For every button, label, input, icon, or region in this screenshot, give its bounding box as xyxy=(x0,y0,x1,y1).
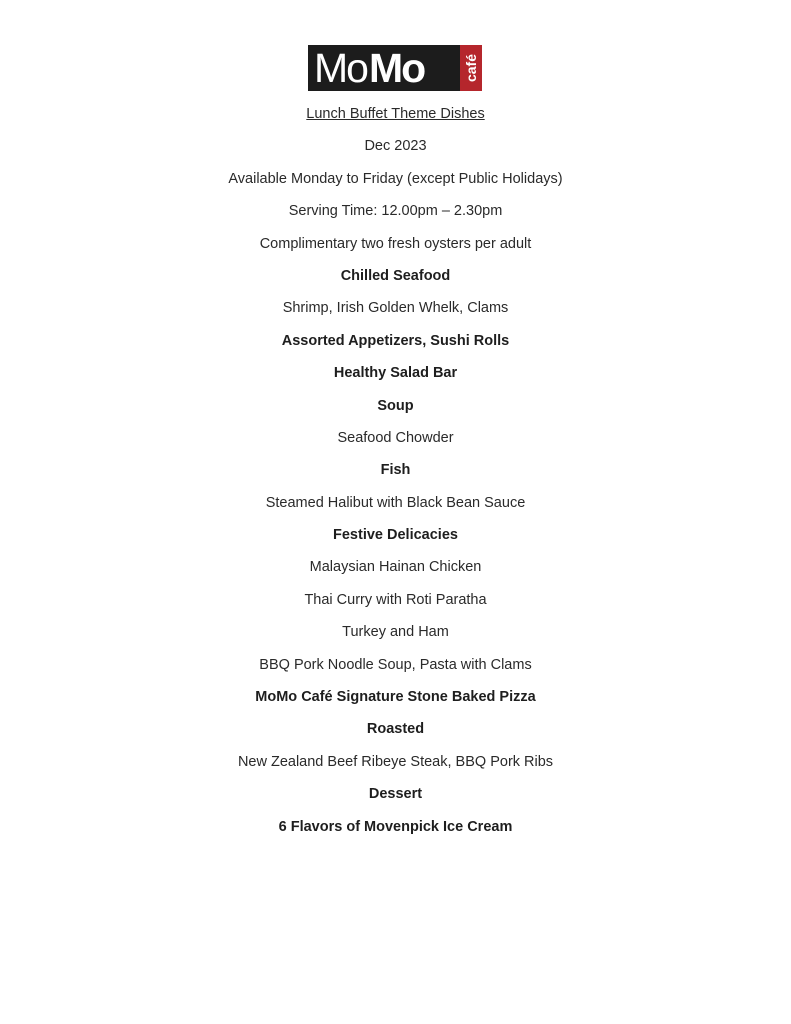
menu-item: Seafood Chowder xyxy=(337,429,454,446)
menu-date: Dec 2023 xyxy=(364,138,427,155)
menu-item: Thai Curry with Roti Paratha xyxy=(304,591,487,608)
menu-section-heading: Roasted xyxy=(366,721,425,738)
logo-cafe-tag xyxy=(460,45,482,91)
momo-cafe-logo xyxy=(308,45,482,91)
logo-wordmark xyxy=(308,45,424,91)
menu-item: Malaysian Hainan Chicken xyxy=(309,559,482,576)
logo-cafe-text: café xyxy=(463,53,479,83)
menu-item: Steamed Halibut with Black Bean Sauce xyxy=(265,494,526,511)
menu-section-heading: Chilled Seafood xyxy=(340,267,451,284)
menu-section-heading: Assorted Appetizers, Sushi Rolls xyxy=(281,332,510,349)
menu-section-heading: Festive Delicacies xyxy=(333,527,458,544)
complimentary-note: Complimentary two fresh oysters per adult xyxy=(259,235,532,252)
availability-note: Available Monday to Friday (except Public Holidays) xyxy=(228,170,563,187)
menu-section-heading: MoMo Café Signature Stone Baked Pizza xyxy=(255,689,536,706)
menu-item: BBQ Pork Noodle Soup, Pasta with Clams xyxy=(259,656,532,673)
menu-item: Turkey and Ham xyxy=(342,624,449,641)
menu-section-heading: Fish xyxy=(380,462,411,479)
menu-section-heading: Healthy Salad Bar xyxy=(333,365,458,382)
menu-document xyxy=(0,100,791,845)
menu-section-heading: Soup xyxy=(377,397,414,414)
serving-time: Serving Time: 12.00pm – 2.30pm xyxy=(288,203,503,220)
menu-section-heading: 6 Flavors of Movenpick Ice Cream xyxy=(278,818,513,835)
menu-item: New Zealand Beef Ribeye Steak, BBQ Pork Ribs xyxy=(237,753,554,770)
menu-item: Shrimp, Irish Golden Whelk, Clams xyxy=(282,300,509,317)
menu-title: Lunch Buffet Theme Dishes xyxy=(306,106,485,122)
logo-brand-bold: Mo xyxy=(368,45,425,91)
menu-item-list xyxy=(0,262,791,845)
logo-brand-light: Mo xyxy=(314,45,367,91)
menu-section-heading: Dessert xyxy=(368,786,423,803)
